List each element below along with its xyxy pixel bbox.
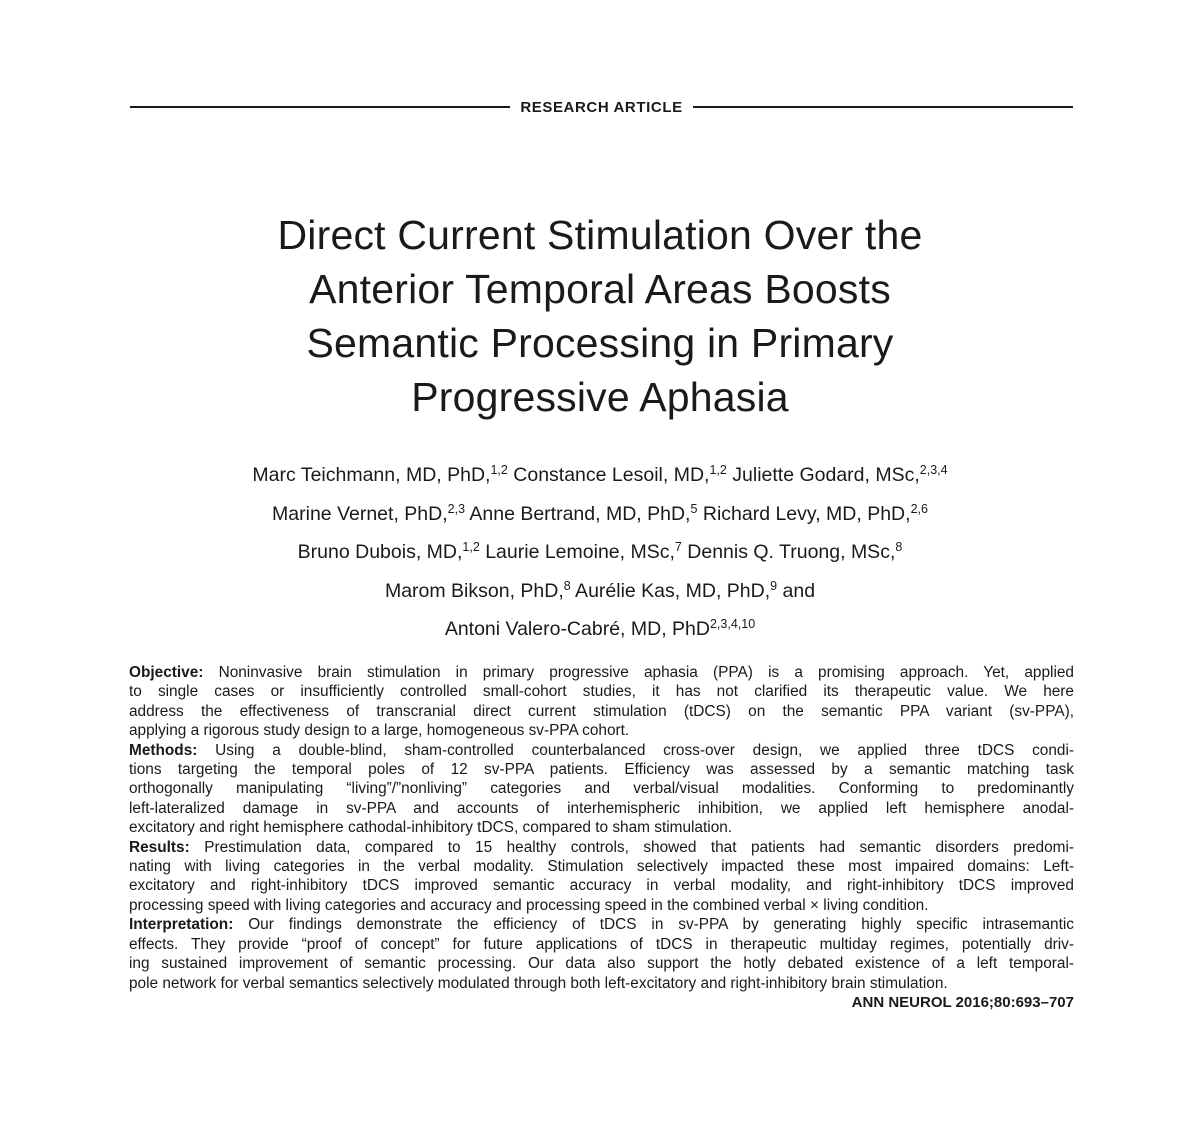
section-header bbox=[130, 94, 1073, 120]
author-line bbox=[100, 495, 1100, 534]
abstract-text: tions targeting the temporal poles of 12 sv-PPA patients. Efficiency was assessed by a semantic matching task bbox=[129, 761, 1074, 779]
author-line bbox=[100, 533, 1100, 572]
author-name: Marom Bikson, PhD, bbox=[384, 579, 564, 602]
abstract-line bbox=[129, 741, 1074, 760]
abstract-text: Using a double-blind, sham-controlled counterbalanced cross-over design, we applied three tDCS condi- bbox=[197, 741, 1074, 759]
affiliation-marker: 9 bbox=[770, 578, 778, 593]
abstract-text: effects. They provide “proof of concept” for future applications of tDCS in therapeutic multiday regimes, potentially driv- bbox=[129, 935, 1074, 953]
affiliation-marker: 1,2 bbox=[462, 540, 480, 554]
abstract-section-label: Results: bbox=[129, 838, 190, 856]
abstract-section-label: Objective: bbox=[129, 664, 204, 681]
abstract bbox=[129, 663, 1074, 1012]
abstract-line bbox=[129, 896, 1074, 915]
abstract-text: left-lateralized damage in sv-PPA and accounts of interhemispheric inhibition, we applied left hemisphere anodal- bbox=[129, 799, 1074, 817]
abstract-line bbox=[129, 799, 1074, 818]
abstract-line bbox=[129, 702, 1074, 721]
abstract-line bbox=[129, 974, 1074, 993]
author-name: Dennis Q. Truong, MSc, bbox=[681, 541, 896, 563]
article-title bbox=[100, 208, 1100, 424]
abstract-text: Our findings demonstrate the efficiency of tDCS in sv-PPA by generating highly specific intrasemantic bbox=[233, 916, 1074, 934]
abstract-text: excitatory and right-inhibitory tDCS improved semantic accuracy in verbal modality, and right-inhibitory tDCS improved bbox=[129, 877, 1074, 895]
author-list bbox=[100, 456, 1100, 649]
affiliation-marker: 7 bbox=[674, 540, 682, 554]
affiliation-marker: 1,2 bbox=[709, 463, 727, 477]
abstract-text: nating with living categories in the verbal modality. Stimulation selectively impacted these most impaired domains: Left- bbox=[129, 858, 1074, 876]
affiliation-marker: 2,3,4,10 bbox=[709, 617, 756, 631]
affiliation-marker: 2,6 bbox=[910, 501, 928, 516]
article-type-label: RESEARCH ARTICLE bbox=[520, 98, 683, 116]
abstract-text: processing speed with living categories and accuracy and processing speed in the combined verbal × living condition. bbox=[129, 896, 929, 914]
affiliation-marker: 8 bbox=[895, 540, 903, 554]
abstract-line bbox=[129, 857, 1074, 876]
abstract-text: to single cases or insufficiently controlled small-cohort studies, it has not clarified its therapeutic value. We here bbox=[129, 683, 1074, 701]
affiliation-marker: 1,2 bbox=[490, 463, 508, 477]
author-name: Aurélie Kas, MD, PhD, bbox=[570, 579, 771, 602]
abstract-line bbox=[129, 915, 1074, 934]
abstract-line bbox=[129, 760, 1074, 779]
affiliation-marker: 2,3 bbox=[447, 501, 466, 516]
author-name: Antoni Valero-Cabré, MD, PhD bbox=[444, 618, 710, 640]
abstract-line bbox=[129, 935, 1074, 954]
title-line: Semantic Processing in Primary bbox=[306, 320, 894, 366]
title-line: Anterior Temporal Areas Boosts bbox=[309, 266, 891, 312]
header-rule-right bbox=[693, 106, 1073, 108]
author-name: Marine Vernet, PhD, bbox=[272, 502, 448, 525]
abstract-line bbox=[129, 876, 1074, 895]
title-line: Direct Current Stimulation Over the bbox=[277, 212, 923, 258]
abstract-body bbox=[129, 663, 1074, 993]
author-name: Richard Levy, MD, PhD, bbox=[697, 502, 911, 525]
affiliation-marker: 2,3,4 bbox=[919, 463, 948, 477]
abstract-text: address the effectiveness of transcranial direct current stimulation (tDCS) on the semantic PPA variant (sv-PPA), bbox=[129, 702, 1074, 720]
abstract-text: Prestimulation data, compared to 15 healthy controls, showed that patients had semantic disorders predomi- bbox=[189, 838, 1074, 856]
abstract-line bbox=[129, 682, 1074, 701]
abstract-text: pole network for verbal semantics selectively modulated through both left-excitatory and right-inhibitory brain stimulation. bbox=[129, 974, 948, 992]
abstract-line bbox=[129, 663, 1074, 682]
journal-citation: ANN NEUROL 2016;80:693–707 bbox=[851, 993, 1074, 1011]
author-name: Bruno Dubois, MD, bbox=[297, 541, 463, 563]
title-line: Progressive Aphasia bbox=[411, 374, 789, 420]
abstract-line bbox=[129, 818, 1074, 837]
abstract-line bbox=[129, 838, 1074, 857]
affiliation-marker: 8 bbox=[563, 578, 571, 593]
abstract-text: ing sustained improvement of semantic processing. Our data also support the hotly debated existence of a left temporal- bbox=[129, 955, 1074, 973]
abstract-text: orthogonally manipulating “living”/”nonliving” categories and verbal/visual modalities. Conforming to predominantly bbox=[129, 780, 1074, 798]
author-name: Juliette Godard, MSc, bbox=[726, 464, 920, 486]
author-name: Laurie Lemoine, MSc, bbox=[479, 541, 675, 563]
author-name: Anne Bertrand, MD, PhD, bbox=[465, 502, 691, 525]
author-name: and bbox=[777, 579, 816, 602]
abstract-line bbox=[129, 954, 1074, 973]
abstract-section-label: Methods: bbox=[129, 741, 198, 759]
abstract-line bbox=[129, 721, 1074, 740]
header-rule-left bbox=[130, 106, 510, 108]
abstract-text: applying a rigorous study design to a large, homogeneous sv-PPA cohort. bbox=[129, 722, 630, 740]
abstract-section-label: Interpretation: bbox=[129, 916, 234, 934]
author-name: Constance Lesoil, MD, bbox=[507, 464, 710, 486]
abstract-line bbox=[129, 779, 1074, 798]
affiliation-marker: 5 bbox=[690, 501, 698, 516]
author-name: Marc Teichmann, MD, PhD, bbox=[252, 464, 491, 486]
author-line bbox=[100, 610, 1100, 649]
abstract-text: Noninvasive brain stimulation in primary progressive aphasia (PPA) is a promising approach. Yet, applied bbox=[203, 664, 1074, 681]
author-line bbox=[100, 456, 1100, 495]
abstract-text: excitatory and right hemisphere cathodal-inhibitory tDCS, compared to sham stimulation. bbox=[129, 819, 733, 837]
author-line bbox=[100, 572, 1100, 611]
